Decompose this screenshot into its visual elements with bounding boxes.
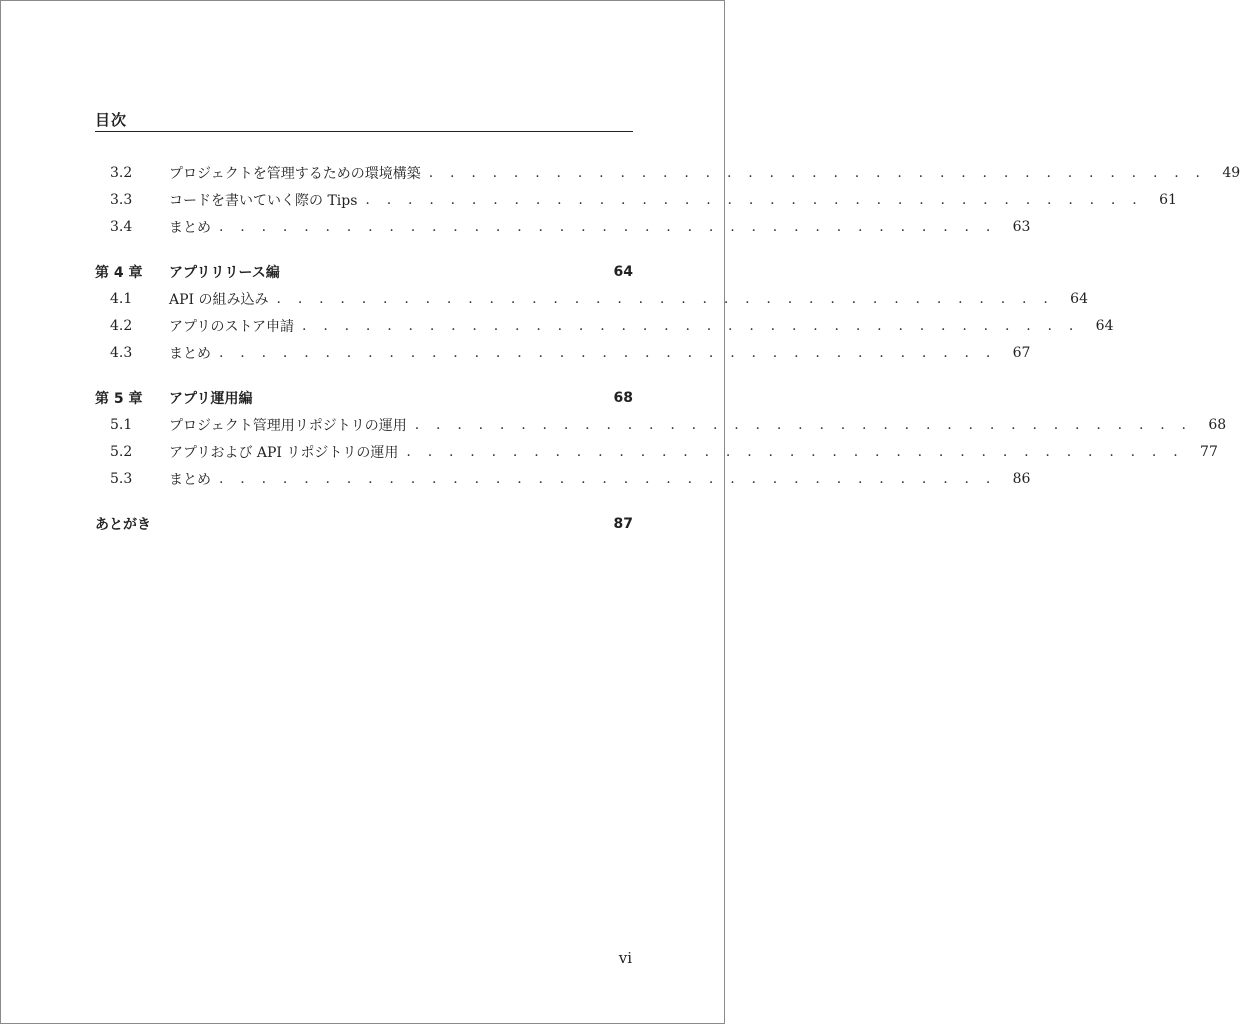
chapter-page: 68	[613, 389, 633, 406]
leader-dots: . . . . . . . . . . . . . . . . . . . . . . . . . . . . . . . . . . . . .	[428, 164, 1207, 181]
toc-entry-number: 4.1	[110, 290, 133, 307]
leader-dots: . . . . . . . . . . . . . . . . . . . . . . . . . . . . . . . . . . . . .	[365, 191, 1143, 208]
toc-entry-page: 61	[1159, 191, 1177, 208]
toc-entry[interactable]	[95, 213, 1031, 240]
toc-entry-page: 64	[1095, 317, 1114, 334]
toc-entry-number: 4.3	[110, 344, 133, 361]
leader-dots: . . . . . . . . . . . . . . . . . . . . . . . . . . . . . . . . . . . . .	[219, 470, 997, 487]
toc-entry-page: 63	[1012, 218, 1031, 235]
table-of-contents	[95, 159, 1240, 537]
toc-entry-number: 4.2	[110, 317, 133, 334]
toc-entry-number: 5.1	[110, 416, 133, 433]
leader-dots: . . . . . . . . . . . . . . . . . . . . . . . . . . . . . . . . . . . . .	[302, 317, 1080, 334]
chapter-number: 第 5 章	[95, 390, 143, 407]
toc-entry-number: 3.4	[110, 218, 133, 235]
leader-dots: . . . . . . . . . . . . . . . . . . . . . . . . . . . . . . . . . . . . .	[414, 416, 1193, 433]
toc-entry-page: 49	[1222, 164, 1240, 181]
toc-entry[interactable]	[95, 438, 1218, 465]
toc-chapter-4[interactable]	[95, 258, 633, 285]
toc-entry-title: コードを書いていく際の Tips	[169, 190, 365, 210]
toc-entry-page: 64	[1070, 290, 1088, 307]
toc-entry-page: 68	[1208, 416, 1227, 433]
toc-entry-page: 77	[1200, 443, 1218, 460]
toc-entry[interactable]	[95, 186, 1177, 213]
toc-entry-number: 5.2	[110, 443, 133, 460]
toc-entry-page: 86	[1012, 470, 1031, 487]
page-number: vi	[618, 949, 632, 967]
section-gap	[95, 240, 633, 258]
toc-entry-title: アプリおよび API リポジトリの運用	[169, 442, 406, 462]
chapter-page: 64	[613, 263, 633, 280]
toc-entry-title: API の組み込み	[169, 289, 277, 309]
leader-dots: . . . . . . . . . . . . . . . . . . . . . . . . . . . . . . . . . . . . .	[406, 443, 1184, 460]
afterword-title: あとがき	[95, 516, 151, 533]
toc-entry-title: まとめ	[169, 469, 219, 489]
toc-entry[interactable]	[95, 159, 1240, 186]
toc-entry-title: アプリのストア申請	[169, 316, 302, 336]
toc-entry-title: まとめ	[169, 217, 219, 237]
afterword-page: 87	[613, 515, 633, 532]
leader-dots: . . . . . . . . . . . . . . . . . . . . . . . . . . . . . . . . . . . . .	[276, 290, 1054, 307]
toc-entry-number: 5.3	[110, 470, 133, 487]
toc-entry-title: プロジェクト管理用リポジトリの運用	[169, 415, 415, 435]
chapter-number: 第 4 章	[95, 264, 143, 281]
leader-dots: . . . . . . . . . . . . . . . . . . . . . . . . . . . . . . . . . . . . .	[219, 218, 997, 235]
toc-chapter-5[interactable]	[95, 384, 633, 411]
header-rule	[95, 131, 633, 132]
toc-entry-page: 67	[1012, 344, 1031, 361]
toc-entry[interactable]	[95, 339, 1031, 366]
section-gap	[95, 366, 633, 384]
toc-entry-number: 3.3	[110, 191, 133, 208]
toc-entry[interactable]	[95, 411, 1227, 438]
chapter-title: アプリリリース編	[169, 264, 280, 281]
chapter-title: アプリ運用編	[169, 390, 253, 407]
leader-dots: . . . . . . . . . . . . . . . . . . . . . . . . . . . . . . . . . . . . .	[219, 344, 997, 361]
toc-entry[interactable]	[95, 312, 1114, 339]
toc-entry[interactable]	[95, 465, 1031, 492]
toc-entry-title: まとめ	[169, 343, 219, 363]
section-gap	[95, 492, 633, 510]
toc-entry-title: プロジェクトを管理するための環境構築	[169, 163, 429, 183]
toc-entry-number: 3.2	[110, 164, 133, 181]
page-title: 目次	[95, 111, 128, 129]
toc-entry[interactable]	[95, 285, 1088, 312]
toc-afterword[interactable]	[95, 510, 633, 537]
